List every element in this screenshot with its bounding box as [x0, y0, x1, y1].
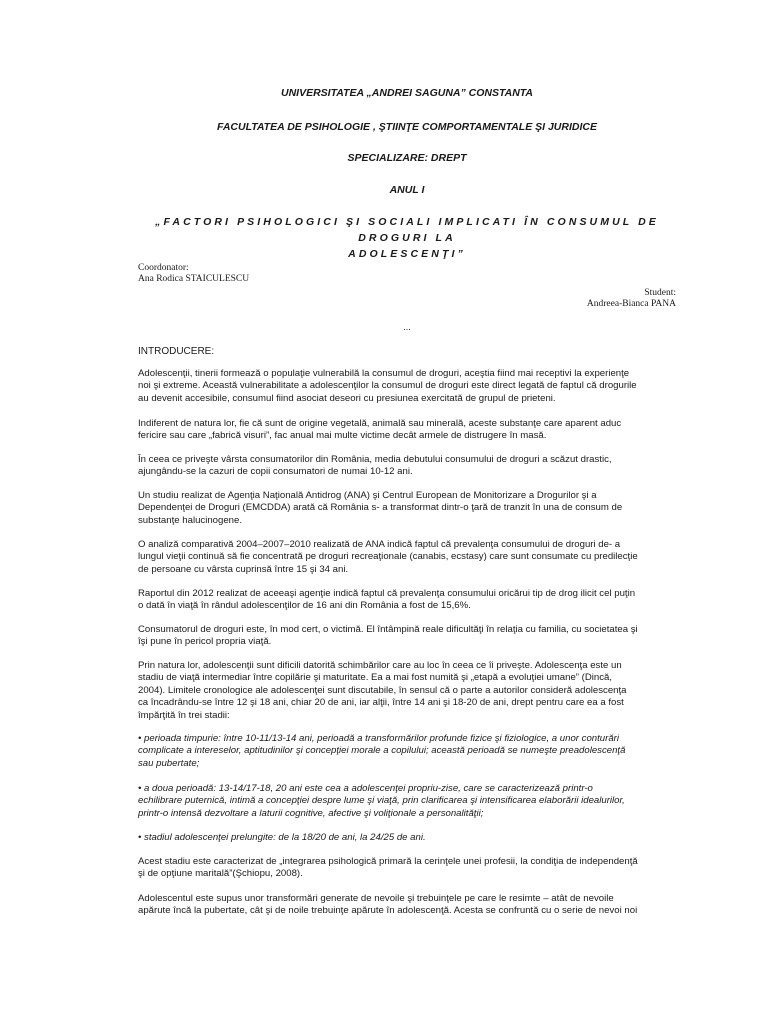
specialization: SPECIALIZARE: DREPT: [347, 152, 467, 164]
paragraph: [138, 539, 678, 576]
paragraph-line: printr-o intensă dezvoltare a laturii cognitive, afective şi voliţionale a personalităţii;: [138, 807, 484, 819]
paragraph: [138, 624, 678, 649]
paragraph-line: O analiză comparativă 2004–2007–2010 realizată de ANA indică faptul că prevalenţa consumului de droguri de- a: [138, 539, 621, 550]
paragraph-line: • perioada timpurie: între 10-11/13-14 ani, perioadă a transformărilor profunde fizice şi fiziologice, a unor conturări: [138, 733, 619, 744]
paragraph-line: lungul vieţii continuă să fie concentrată pe droguri recreaţionale (canabis, ecstasy) care sunt consumate cu predilecţie: [138, 551, 638, 563]
paragraph: [138, 733, 678, 770]
paragraph-line: ajungându-se la cazuri de copii consumatori de numai 10-12 ani.: [138, 466, 413, 478]
paragraph-line: Adolescenţii, tinerii formează o populaţie vulnerabilă la consumul de droguri, aceştia fiind mai receptivi la experienţe: [138, 368, 630, 379]
paragraph-line: o dată în viaţă în rândul adolescenţilor de 16 ani din România a fost de 15,6%.: [138, 600, 471, 612]
paragraph-line: ca încadrându-se între 12 şi 18 ani, chiar 20 de ani, iar alţii, între 14 ani şi 18-20 de ani, drept pentru care ea a fost: [138, 697, 624, 709]
paragraph-line: Acest stadiu este caracterizat de „integrarea psihologică primară la cerinţele unei profesii, la condiţia de independenţă: [138, 856, 638, 867]
paragraph: [138, 454, 678, 479]
paragraph-line: şi de opţiune maritală”(Şchiopu, 2008).: [138, 868, 303, 880]
document-page: [138, 0, 676, 1024]
paragraph-line: Raportul din 2012 realizat de aceeaşi agenţie indică faptul că prevalenţa consumului oricărui tip de drog ilicit cel puţin: [138, 588, 636, 599]
university-name: UNIVERSITATEA „ANDREI SAGUNA” CONSTANTA: [281, 87, 533, 99]
paragraph: [138, 490, 678, 527]
paragraph: [138, 783, 678, 820]
document-title: [138, 214, 676, 262]
paragraph: [138, 368, 678, 405]
separator: ...: [403, 322, 411, 332]
section-heading: INTRODUCERE:: [138, 346, 215, 357]
paragraph: [138, 588, 678, 613]
student-name: Andreea-Bianca PANA: [586, 299, 676, 309]
student-block: [587, 288, 676, 310]
paragraph: [138, 856, 678, 881]
title-line-2: ADOLESCENŢI”: [348, 248, 466, 260]
paragraph: [138, 893, 678, 918]
paragraph-line: Consumatorul de droguri este, în mod cert, o victimă. El întâmpină reale dificultăţi în relaţia cu familia, cu societatea şi: [138, 624, 638, 635]
paragraph-line: noi şi extreme. Această vulnerabilitate a adolescenţilor la consumul de droguri este direct legată de faptul că drogurile: [138, 380, 637, 392]
paragraph-line: stadiu de viaţă intermediar între copilărie şi maturitate. Ea a mai fost numită şi „etapă a evoluţiei umane” (Dincă,: [138, 672, 613, 684]
paragraph-line: fericire sau care „fabrică visuri”, fac anual mai multe victime decât armele de distrugere în masă.: [138, 430, 547, 442]
paragraph-line: • a doua perioadă: 13-14/17-18, 20 ani este cea a adolescenţei propriu-zise, care se caracterizează printr-o: [138, 783, 593, 794]
paragraph-line: Prin natura lor, adolescenţii sunt dificili datorită schimbărilor care au loc în ceea ce îi priveşte. Adolescenţa este un: [138, 660, 622, 671]
paragraph-line: • stadiul adolescenţei prelungite: de la 18/20 de ani, la 24/25 de ani.: [138, 832, 426, 843]
title-line-1: „FACTORI PSIHOLOGICI ŞI SOCIALI IMPLICATI ÎN CONSUMUL DE DROGURI LA: [155, 216, 659, 244]
paragraph: [138, 832, 678, 844]
paragraph-line: 2004). Limitele cronologice ale adolescenţei sunt discutabile, în sensul că o parte a autorilor consideră adolescenţa: [138, 684, 627, 696]
paragraph-line: Adolescentul este supus unor transformări generate de nevoile şi trebuinţele pe care le resimte – atât de nevoile: [138, 893, 614, 904]
paragraph: [138, 418, 678, 443]
coordinator-label: Coordonator:: [138, 263, 189, 273]
student-label: Student:: [644, 288, 676, 298]
coordinator-block: [138, 263, 249, 285]
coordinator-name: Ana Rodica STAICULESCU: [138, 274, 250, 284]
paragraph: [138, 660, 678, 722]
faculty-name: FACULTATEA DE PSIHOLOGIE , ŞTIINŢE COMPORTAMENTALE ŞI JURIDICE: [217, 121, 597, 133]
paragraph-line: apărute încă la pubertate, cât şi de noile trebuinţe apărute în adolescenţă. Acesta se confruntă cu o serie de nevoi noi: [138, 905, 638, 917]
paragraph-line: de persoane cu vârsta cuprinsă între 15 şi 34 ani.: [138, 563, 349, 575]
paragraph-line: echilibrare puternică, intimă a concepţiei despre lume şi viaţă, prin clarificarea şi intensificarea elaborării idealurilor,: [138, 795, 625, 807]
paragraph-line: complicate a intereselor, aptitudinilor şi concepţiei morale a copilului; această perioadă se numeşte preadolescenţă: [138, 745, 626, 757]
paragraph-line: În ceea ce priveşte vârsta consumatorilor din România, media debutului consumului de droguri a scăzut drastic,: [138, 454, 612, 465]
study-year: ANUL I: [389, 184, 425, 196]
paragraph-line: împărţită în trei stadii:: [138, 709, 230, 721]
paragraph-line: au devenit accesibile, consumul fiind asociat deseori cu presiunea exercitată de grupul de prieteni.: [138, 392, 556, 404]
paragraph-line: Indiferent de natura lor, fie că sunt de origine vegetală, animală sau minerală, aceste substanţe care aparent aduc: [138, 418, 622, 429]
paragraph-line: sau pubertate;: [138, 757, 200, 769]
paragraph-line: Un studiu realizat de Agenţia Naţională Antidrog (ANA) şi Centrul European de Monitorizare a Drogurilor şi a: [138, 490, 597, 501]
paragraph-line: îşi pune în pericol propria viaţă.: [138, 636, 272, 648]
paragraph-line: Dependenţei de Droguri (EMCDDA) arată că România s- a transformat dintr-o ţară de tranzit în una de consum de: [138, 502, 623, 514]
paragraph-line: substanţe halucinogene.: [138, 514, 243, 526]
